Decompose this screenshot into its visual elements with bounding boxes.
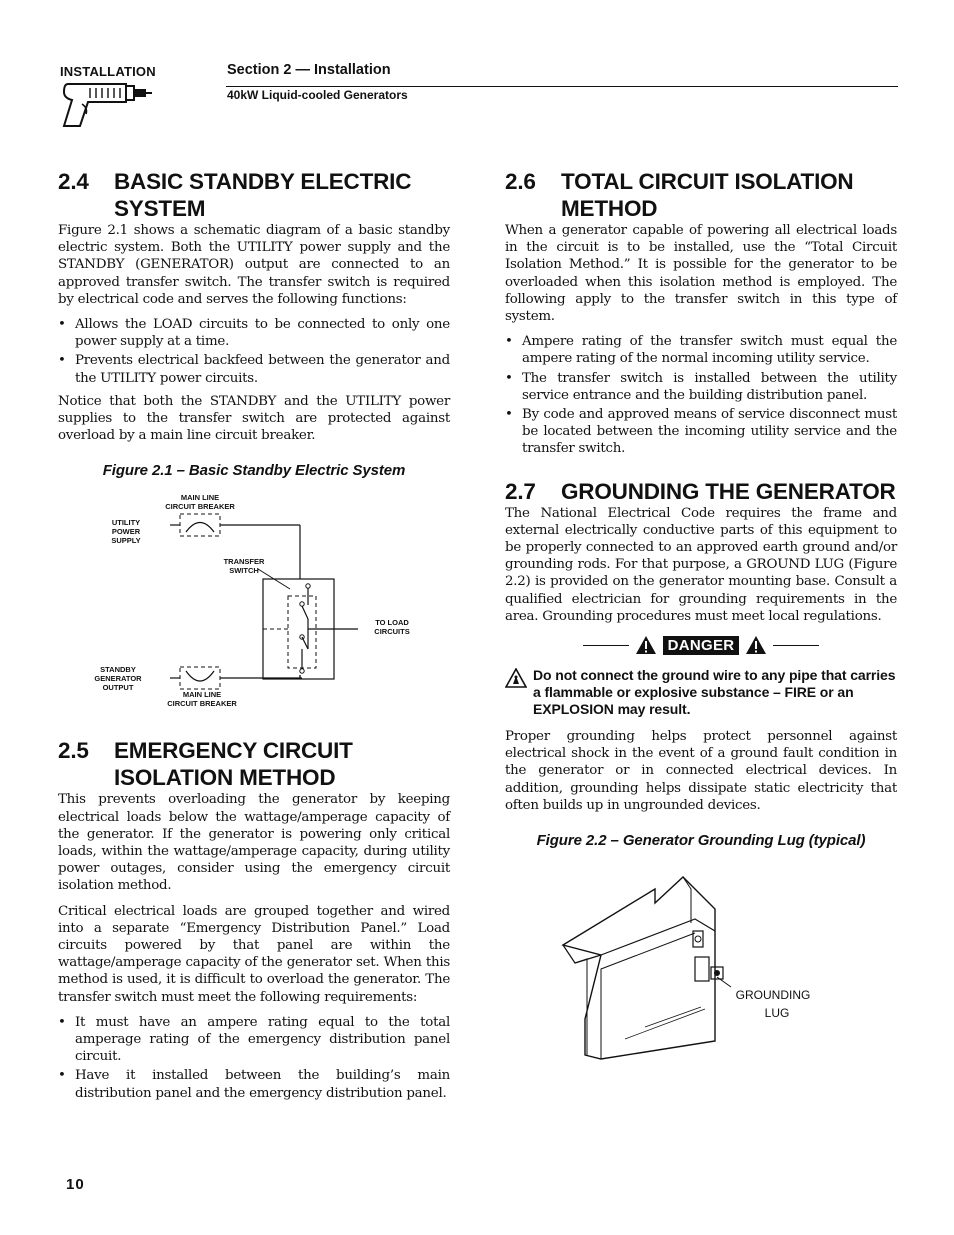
heading-2-6: [505, 168, 897, 222]
diagram-label: OUTPUT: [102, 683, 134, 693]
heading-number: 2.5: [58, 738, 89, 764]
diagram-label: UTILITY: [111, 518, 141, 528]
svg-text:POWER: [112, 527, 141, 536]
header-subtitle: 40kW Liquid-cooled Generators: [227, 88, 408, 102]
svg-text:CIRCUIT BREAKER: [165, 502, 235, 511]
diagram-label: CIRCUIT BREAKER: [167, 699, 237, 709]
svg-text:GENERATOR: [94, 674, 142, 683]
drill-icon: [60, 78, 152, 130]
heading-title: BASIC STANDBY ELECTRIC SYSTEM: [114, 169, 412, 221]
list-item: • It must have an ampere rating equal to the total amperage rating of the emergency distribution panel circuit.: [58, 1014, 450, 1065]
svg-text:STANDBY: [100, 665, 136, 674]
heading-number: 2.7: [505, 478, 536, 504]
grounding-lug-illustration: [505, 859, 897, 1064]
paragraph: Critical electrical loads are grouped together and wired into a separate “Emergency Distribution Panel.” Load circuits powered by that panel are within the wattage/amperage capacity of the generator set. When this method is used, it is difficult to overload the generator. The transfer switch must meet the following requirements:: [58, 903, 450, 1005]
lug-label: GROUNDING: [735, 988, 811, 1003]
paragraph: Notice that both the STANDBY and the UTILITY power supplies to the transfer switch are protected against overload by a main line circuit breaker.: [58, 393, 450, 444]
diagram-label: SWITCH: [229, 566, 259, 576]
heading-title: TOTAL CIRCUIT ISOLATION METHOD: [561, 169, 854, 221]
header-logo-text: INSTALLATION: [60, 64, 156, 79]
diagram-label: MAIN LINE: [180, 493, 220, 503]
heading-title: GROUNDING THE GENERATOR: [561, 478, 896, 504]
list-item: • Ampere rating of the transfer switch must equal the ampere rating of the normal incoming utility service.: [505, 334, 897, 367]
svg-text:SUPPLY: [111, 536, 140, 545]
svg-text:UTILITY: [112, 518, 140, 527]
diagram-label: STANDBY: [100, 665, 136, 675]
diagram-label: CIRCUIT BREAKER: [165, 502, 235, 512]
paragraph: The National Electrical Code requires the frame and external electrically conductive parts of this equipment to be properly connected to an approved earth ground and/or grounding rods. For that purpose, a GROUND LUG (Figure 2.2) is provided on the generator mounting base. Consult a qualified electrician for grounding requirements in the area. Grounding procedures must meet local regulations.: [505, 505, 897, 624]
lug-label: LUG: [764, 1006, 790, 1021]
left-column: [58, 168, 450, 1108]
divider: [773, 645, 819, 646]
diagram-label: CIRCUITS: [374, 627, 410, 637]
svg-text:GROUNDING: [736, 988, 811, 1002]
heading-title: EMERGENCY CIRCUIT ISOLATION METHOD: [114, 738, 353, 791]
svg-text:TRANSFER: [224, 557, 265, 566]
bullet-list: [505, 333, 897, 457]
figure-caption: Figure 2.1 – Basic Standby Electric System: [102, 462, 406, 480]
paragraph: When a generator capable of powering all electrical loads in the circuit is to be installed, use the “Total Circuit Isolation Method.” It is possible for the generator to be overloaded when this isolation method is employed. The following apply to the transfer switch in this type of system.: [505, 223, 897, 325]
diagram-label: TO LOAD: [375, 618, 409, 628]
list-item: • Prevents electrical backfeed between the generator and the UTILITY power circuits.: [58, 353, 450, 386]
warning-block: [505, 667, 897, 718]
page-number: 10: [66, 1176, 85, 1193]
figure-caption: Figure 2.2 – Generator Grounding Lug (typical): [536, 832, 866, 850]
svg-text:LUG: [765, 1006, 790, 1020]
list-item: • Allows the LOAD circuits to be connected to only one power supply at a time.: [58, 317, 450, 350]
heading-number: 2.6: [505, 169, 536, 194]
standby-system-diagram: [58, 489, 450, 709]
header-rule: [226, 86, 898, 87]
heading-2-7: [505, 478, 897, 505]
svg-text:CIRCUIT BREAKER: [167, 699, 237, 708]
svg-text:MAIN LINE: [183, 690, 221, 699]
svg-text:CIRCUITS: [374, 627, 409, 636]
svg-text:OUTPUT: [103, 683, 134, 692]
divider: [583, 645, 629, 646]
warning-triangle-icon: [635, 635, 657, 655]
heading-2-5: [58, 737, 450, 791]
diagram-label: GENERATOR: [94, 674, 142, 684]
heading-number: 2.4: [58, 169, 89, 194]
paragraph: This prevents overloading the generator by keeping electrical loads below the wattage/amperage capacity of the generator. If the generator is powering only critical loads, within the wattage/amperage capacity, during utility power outages, consider using the emergency circuit isolation method.: [58, 792, 450, 894]
svg-text:MAIN LINE: [181, 493, 219, 502]
warning-text: Do not connect the ground wire to any pipe that carries a flammable or explosive substance – FIRE or an EXPLOSION may result.: [533, 667, 896, 718]
list-item: • By code and approved means of service disconnect must be located between the incoming utility service and the transfer switch.: [505, 407, 897, 457]
list-item: • The transfer switch is installed between the utility service entrance and the building distribution panel.: [505, 370, 897, 403]
danger-banner: [505, 635, 897, 655]
explosion-hazard-icon: [505, 668, 527, 688]
header-section: Section 2 — Installation: [227, 62, 391, 78]
danger-label: DANGER: [663, 636, 740, 655]
svg-text:TO LOAD: [375, 618, 409, 627]
paragraph: Figure 2.1 shows a schematic diagram of a basic standby electric system. Both the UTILITY power supply and the STANDBY (GENERATOR) output are connected to an approved transfer switch. The transfer switch is required by electrical code and serves the following functions:: [58, 223, 450, 307]
diagram-label: MAIN LINE: [182, 690, 222, 700]
right-column: [505, 168, 897, 1064]
bullet-list: [58, 316, 450, 387]
bullet-list: [58, 1014, 450, 1102]
list-item: • Have it installed between the building’s main distribution panel and the emergency distribution panel.: [58, 1068, 450, 1101]
diagram-label: TRANSFER: [223, 557, 265, 567]
heading-2-4: [58, 168, 450, 222]
diagram-label: POWER: [111, 527, 141, 537]
svg-text:SWITCH: [229, 566, 259, 575]
paragraph: Proper grounding helps protect personnel against electrical shock in the event of a ground fault condition in the generator or in connected electrical devices. In addition, grounding helps dissipate static electricity that often builds up in ungrounded devices.: [505, 729, 897, 813]
diagram-label: SUPPLY: [111, 536, 141, 546]
warning-triangle-icon: [745, 635, 767, 655]
